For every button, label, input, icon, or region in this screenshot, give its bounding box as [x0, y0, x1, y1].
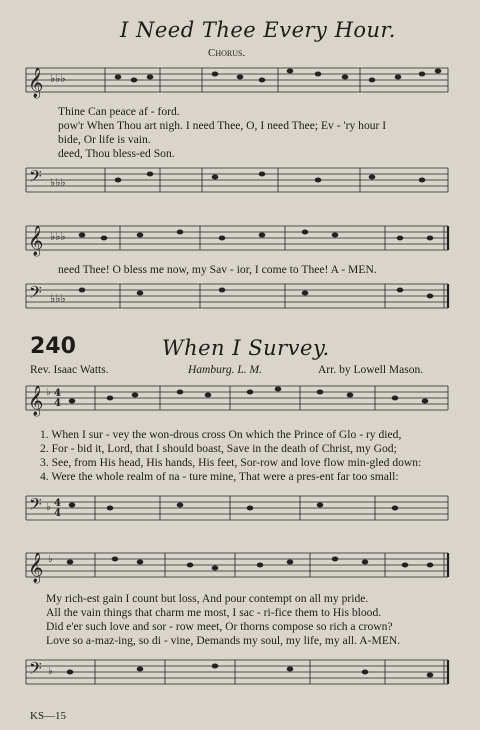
svg-text:♭: ♭ — [48, 666, 53, 677]
hymn2-verse1-line2: My rich-est gain I count but loss, And pour contempt on all my pride. — [46, 592, 369, 605]
hymn2-verse1-line1: 1. When I sur - vey the won-drous cross On which the Prince of Glo - ry died, — [40, 428, 402, 441]
hymn1-system2-bass-staff — [0, 276, 480, 321]
hymn2-verse2-line2: All the vain things that charm me most, I sac - ri-fice them to His blood. — [46, 606, 382, 619]
hymn2-system2-bass-staff — [0, 652, 480, 697]
hymn1-system1-bass-staff — [0, 160, 480, 205]
svg-text:𝄢: 𝄢 — [29, 494, 42, 518]
hymn2-verse4-line2: Love so a-maz-ing, so di - vine, Demands my soul, my life, my all. A-MEN. — [46, 634, 401, 647]
hymn1-s1-lyric-2: pow'r When Thou art nigh. I need Thee, O, I need Thee; Ev - 'ry hour I — [58, 119, 387, 132]
hymn2-title: When I Survey. — [162, 336, 330, 360]
svg-text:♭♭♭: ♭♭♭ — [50, 230, 66, 243]
svg-text:♭: ♭ — [48, 554, 53, 565]
hymn2-author: Rev. Isaac Watts. — [30, 364, 109, 376]
svg-text:♭♭♭: ♭♭♭ — [50, 72, 66, 85]
svg-text:𝄞: 𝄞 — [28, 68, 44, 98]
svg-text:𝄢: 𝄢 — [29, 166, 42, 190]
hymn2-verse2-line1: 2. For - bid it, Lord, that I should boast, Save in the death of Christ, my God; — [40, 442, 397, 455]
hymn1-system1-treble-staff — [0, 60, 480, 105]
svg-text:♭: ♭ — [46, 502, 51, 513]
svg-text:𝄞: 𝄞 — [28, 553, 44, 583]
chorus-label: Chorus. — [208, 47, 246, 59]
hymn1-system2-treble-staff — [0, 218, 480, 263]
svg-text:𝄞: 𝄞 — [28, 226, 44, 256]
hymn1-s1-lyric-3: bide, Or life is vain. — [58, 133, 151, 146]
svg-text:𝄞: 𝄞 — [28, 386, 44, 416]
svg-text:♭♭♭: ♭♭♭ — [50, 292, 66, 305]
hymn2-tune: Hamburg. L. M. — [188, 364, 263, 376]
svg-text:4: 4 — [54, 388, 61, 399]
hymn2-verse4-line1: 4. Were the whole realm of na - ture mine, That were a pres-ent far too small: — [40, 470, 399, 483]
svg-text:4: 4 — [54, 498, 61, 509]
hymn2-system1-bass-staff — [0, 488, 480, 533]
svg-text:4: 4 — [54, 398, 61, 409]
svg-text:𝄢: 𝄢 — [29, 282, 42, 306]
svg-text:4: 4 — [54, 508, 61, 519]
hymn2-verse3-line1: 3. See, from His head, His hands, His feet, Sor-row and love flow min-gled down: — [40, 456, 422, 469]
hymn2-arranger: Arr. by Lowell Mason. — [318, 364, 424, 376]
svg-text:♭♭♭: ♭♭♭ — [50, 176, 66, 189]
svg-text:𝄢: 𝄢 — [29, 658, 42, 682]
svg-text:♭: ♭ — [46, 387, 51, 398]
hymn1-s1-lyric-4: deed, Thou bless-ed Son. — [58, 147, 175, 160]
hymn2-system2-treble-staff — [0, 545, 480, 590]
hymn2-system1-treble-staff — [0, 378, 480, 423]
hymn1-s1-lyric-1: Thine Can peace af - ford. — [58, 105, 180, 118]
hymn2-verse3-line2: Did e'er such love and sor - row meet, Or thorns compose so rich a crown? — [46, 620, 393, 633]
hymn1-title: I Need Thee Every Hour. — [120, 18, 396, 42]
hymn2-number: 240 — [30, 334, 76, 359]
page-code: KS—15 — [30, 710, 67, 722]
hymn1-s2-lyric: need Thee! O bless me now, my Sav - ior, I come to Thee! A - MEN. — [58, 263, 377, 276]
